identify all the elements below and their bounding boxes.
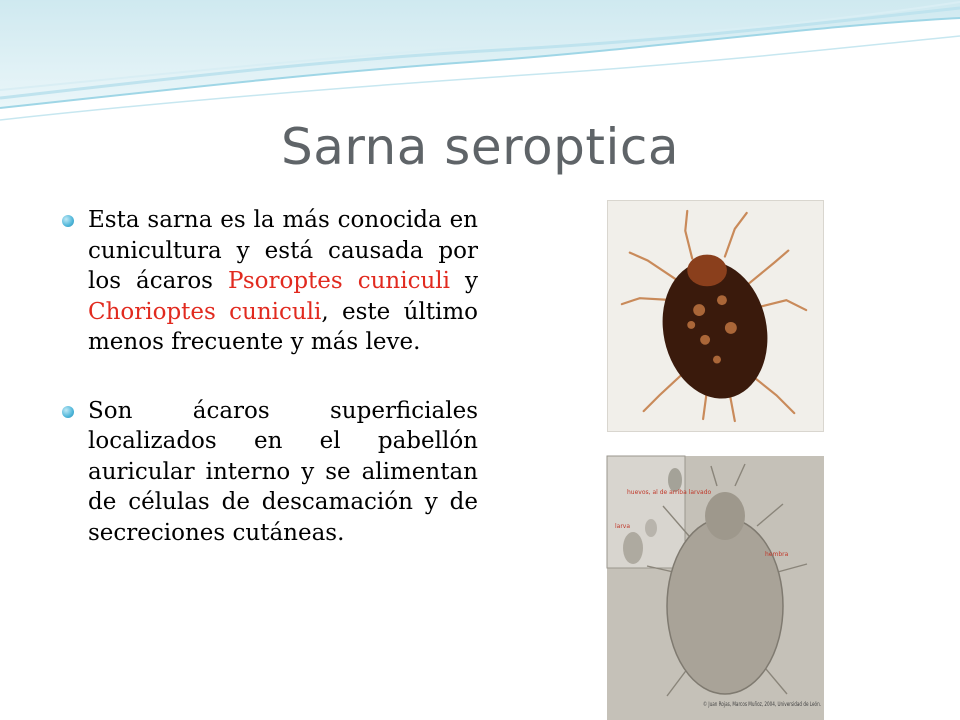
photo-credit: © Juan Rojas, Marcos Muñoz, 2004, Universidad de León.: [703, 701, 822, 708]
bullet-list: [60, 205, 478, 548]
slide-title: Sarna seroptica: [280, 118, 679, 176]
header-wave-decoration: [0, 0, 960, 130]
bullet-text: [88, 205, 478, 358]
bullet-dot-icon: [62, 406, 74, 418]
bullet-text-part: y: [450, 268, 478, 294]
bullet-text-part: , este último menos frecuente y más leve.: [88, 298, 478, 355]
mite-photo-psoroptes: [607, 200, 824, 432]
mite-photo-chorioptes: [607, 456, 824, 720]
bullet-item: [60, 205, 478, 358]
label-larva: larva: [615, 523, 631, 530]
bullet-dot-icon: [62, 215, 74, 227]
species-psoroptes: Psoroptes cuniculi: [227, 268, 450, 294]
label-female: hembra: [765, 551, 789, 558]
bullet-text-part: Esta sarna es la más conocida en cunicultura y está causada por los ácaros: [88, 207, 478, 294]
label-eggs: huevos, al de arriba larvado: [627, 489, 712, 496]
species-chorioptes: Chorioptes cuniculi: [88, 298, 322, 325]
bullet-item: [60, 396, 478, 549]
mite-illustration: [608, 201, 823, 431]
mite-microscope-illustration: [607, 456, 824, 720]
bullet-text: Son ácaros superficiales localizados en el pabellón auricular interno y se alimentan de células de descamación y de secreciones cutáneas.: [88, 397, 478, 546]
